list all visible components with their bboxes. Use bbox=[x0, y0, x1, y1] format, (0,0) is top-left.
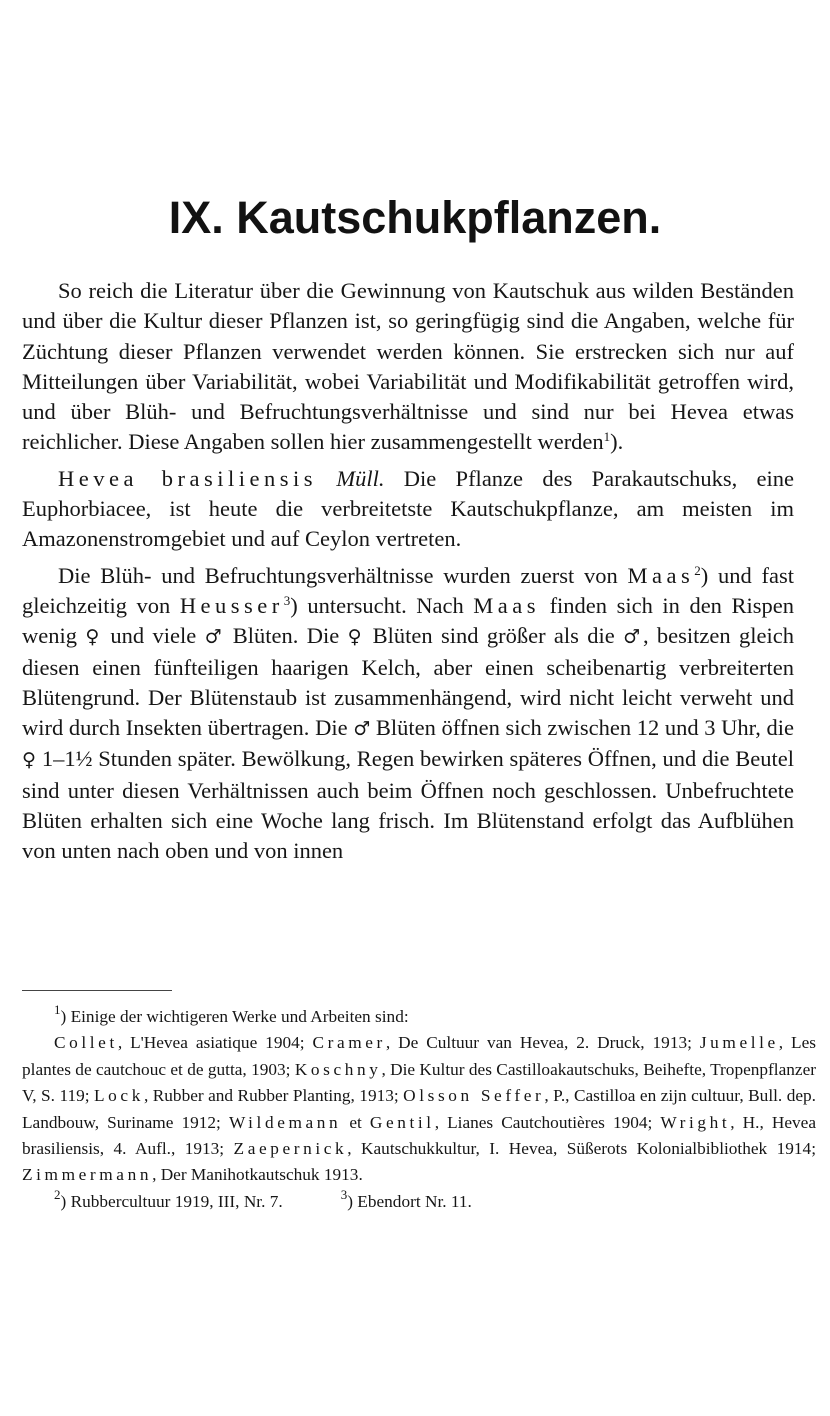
species-name: Hevea brasiliensis bbox=[58, 465, 318, 491]
flowering-text-2: ) und fast gleichzeitig von bbox=[22, 562, 794, 618]
footnotes bbox=[22, 1004, 816, 1215]
reference-author: Gentil bbox=[369, 1112, 435, 1132]
reference-text: , P., Castilloa en zijn cultuur, Bull. dep. Landbouw, Suriname 1912; bbox=[22, 1086, 816, 1132]
reference-text: , Rubber and Rubber Planting, 1913; bbox=[143, 1086, 404, 1106]
reference-text: , Kautschukkultur, I. Hevea, Süßerots Kolonialbibliothek 1914; bbox=[347, 1139, 816, 1159]
reference-text: et bbox=[341, 1112, 370, 1132]
flowering-paragraph bbox=[22, 561, 794, 867]
reference-text: , Les plantes de cautchouc et de gutta, 1903; bbox=[22, 1033, 816, 1079]
reference-author: Lock bbox=[94, 1086, 144, 1106]
reference-author: Wildemann bbox=[228, 1112, 342, 1132]
reference-text: , Der Manihotkautschuk 1913. bbox=[152, 1165, 363, 1185]
reference-author: Koschny bbox=[294, 1059, 382, 1079]
female-symbol-icon: ♀ bbox=[85, 626, 102, 649]
male-symbol-icon: ♂ bbox=[623, 626, 643, 649]
footnote-3-text: ) Ebendort Nr. 11. bbox=[347, 1191, 472, 1211]
footnote-divider bbox=[22, 990, 172, 991]
reference-author: Collet bbox=[54, 1033, 118, 1053]
flowering-text-1: Die Blüh- und Befruchtungsverhältnisse wurden zuerst von bbox=[58, 562, 628, 588]
footnote-mark-2: 2 bbox=[54, 1186, 61, 1202]
author-maas-2: Maas bbox=[473, 592, 541, 618]
reference-text: , L'Hevea asiatique 1904; bbox=[117, 1033, 313, 1053]
intro-text: So reich die Literatur über die Gewinnung von Kautschuk aus wilden Beständen und über die Kultur dieser Pflanzen ist, so geringfügig sind die Angaben, welche für Züchtung dieser Pflanzen verwendet werden können. Sie erstrecken sich nur auf Mitteilungen über Variabilität, wobei Variabilität und Modifikabilität getroffen wird, und über Blüh- und Befruchtungsverhältnisse und sind nur bei Hevea etwas reichlicher. Diese Angaben sollen hier zusammengestellt werden bbox=[22, 278, 794, 455]
reference-author: Zimmermann bbox=[22, 1165, 153, 1185]
footnote-ref-2: 2 bbox=[694, 562, 701, 578]
author-heusser: Heusser bbox=[179, 592, 284, 618]
reference-author: Olsson Seffer bbox=[403, 1086, 545, 1106]
flowering-text-4: finden sich in den Rispen wenig bbox=[22, 592, 794, 649]
footnote-mark-1: 1 bbox=[54, 1002, 61, 1017]
footnote-1-heading bbox=[22, 1004, 816, 1030]
intro-end: ). bbox=[610, 429, 624, 455]
male-symbol-icon: ♂ bbox=[204, 626, 225, 649]
reference-text: , De Cultuur van Hevea, 2. Druck, 1913; bbox=[385, 1033, 700, 1053]
reference-text: , Lianes Cautchoutières 1904; bbox=[434, 1112, 661, 1132]
body-text bbox=[22, 276, 794, 873]
female-symbol-icon: ♀ bbox=[347, 626, 365, 649]
male-symbol-icon: ♂ bbox=[353, 718, 371, 741]
author-maas: Maas bbox=[627, 562, 695, 588]
intro-paragraph bbox=[22, 276, 794, 458]
footnote-1-references bbox=[22, 1030, 816, 1188]
flowering-text-10: 1–1½ Stunden später. Bewölkung, Regen bewirken späteres Öffnen, und die Beutel sind unter diesen Verhältnissen auch beim Öffnen noch geschlossen. Unbefruchtete Blüten erhalten sich eine Woche lang frisch. Im Blütenstand erfolgt das Aufblühen von unten nach oben und von innen bbox=[22, 746, 794, 864]
flowering-text-5: und viele bbox=[102, 623, 205, 649]
footnote-2-text: ) Rubbercultuur 1919, III, Nr. 7. bbox=[60, 1191, 283, 1211]
reference-text: , H., Hevea brasiliensis, 4. Aufl., 1913; bbox=[22, 1112, 816, 1159]
reference-author: Jumelle bbox=[699, 1033, 779, 1053]
reference-text: , Die Kultur des Castilloakautschuks, Beihefte, Tropenpflanzer V, S. 119; bbox=[22, 1059, 816, 1106]
species-author: Müll. bbox=[336, 465, 385, 491]
reference-author: Cramer bbox=[312, 1033, 386, 1053]
reference-author: Wright bbox=[660, 1112, 731, 1132]
female-symbol-icon: ♀ bbox=[22, 749, 37, 772]
flowering-text-3: ) untersucht. Nach bbox=[290, 592, 474, 618]
flowering-text-6: Blüten. Die bbox=[224, 623, 348, 649]
flowering-text-7: Blüten sind größer als die bbox=[364, 623, 624, 649]
footnote-mark-3: 3 bbox=[340, 1186, 348, 1202]
hevea-text: Die Pflanze des Parakautschuks, eine Euphorbiacee, ist heute die verbreitetste Kautschukpflanze, am meisten im Amazonenstromgebiet und auf Ceylon vertreten. bbox=[22, 465, 795, 552]
hevea-paragraph bbox=[22, 464, 794, 555]
footnote-ref-3: 3 bbox=[283, 592, 291, 608]
flowering-text-9: Blüten öffnen sich zwischen 12 und 3 Uhr, die bbox=[370, 715, 794, 741]
footnote-1-intro: ) Einige der wichtigeren Werke und Arbeiten sind: bbox=[60, 1007, 409, 1026]
reference-author: Zaepernick bbox=[233, 1139, 348, 1159]
footnote-2-3 bbox=[22, 1186, 816, 1215]
footnote-ref-1: 1 bbox=[603, 429, 611, 445]
chapter-title: IX. Kautschukpflanzen. bbox=[168, 192, 662, 243]
flowering-text-8: , besitzen gleich diesen einen fünfteiligen haarigen Kelch, aber einen scheibenartig verbreiterten Blütengrund. Der Blütenstaub ist zusammenhängend, wird nicht leicht verweht und wird durch Insekten übertragen. Die bbox=[22, 623, 794, 741]
